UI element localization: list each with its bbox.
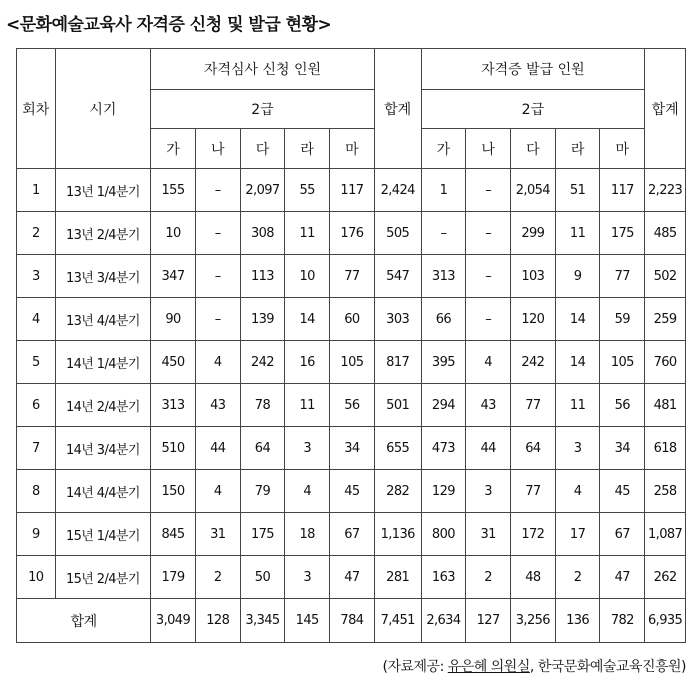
apply-cell: 242	[240, 341, 285, 384]
issue-cell: 136	[555, 599, 600, 643]
apply-cell: 139	[240, 298, 285, 341]
source-note	[383, 656, 686, 676]
issue-total-cell: 481	[645, 384, 686, 427]
apply-cell: 56	[330, 384, 375, 427]
issue-cell: 105	[600, 341, 645, 384]
issue-cell: 3	[555, 427, 600, 470]
subgrade-header: 다	[511, 129, 556, 169]
status-table	[16, 48, 686, 643]
header-issued: 자격증 발급 인원	[421, 49, 645, 90]
issue-cell: 800	[421, 513, 466, 556]
round-cell: 5	[17, 341, 56, 384]
period-cell: 14년 4/4분기	[55, 470, 151, 513]
header-issue-total: 합계	[645, 49, 686, 169]
issue-cell: 1	[421, 169, 466, 212]
apply-total-cell: 7,451	[374, 599, 421, 643]
period-cell: 14년 2/4분기	[55, 384, 151, 427]
apply-cell: 347	[151, 255, 196, 298]
issue-total-cell: 6,935	[645, 599, 686, 643]
issue-cell: –	[421, 212, 466, 255]
total-label: 합계	[17, 599, 151, 643]
apply-cell: 47	[330, 556, 375, 599]
issue-cell: 120	[511, 298, 556, 341]
header-applicants: 자격심사 신청 인원	[151, 49, 375, 90]
period-cell: 14년 1/4분기	[55, 341, 151, 384]
total-row	[17, 599, 686, 643]
apply-cell: 4	[195, 470, 240, 513]
apply-cell: 784	[330, 599, 375, 643]
issue-cell: 11	[555, 212, 600, 255]
apply-cell: 55	[285, 169, 330, 212]
table-row	[17, 513, 686, 556]
apply-cell: 308	[240, 212, 285, 255]
issue-total-cell: 760	[645, 341, 686, 384]
subgrade-header: 다	[240, 129, 285, 169]
apply-cell: 2,097	[240, 169, 285, 212]
table-row	[17, 298, 686, 341]
issue-cell: 44	[466, 427, 511, 470]
issue-cell: 117	[600, 169, 645, 212]
issue-total-cell: 259	[645, 298, 686, 341]
source-prefix: (자료제공:	[382, 659, 448, 675]
header-period: 시기	[55, 49, 151, 169]
apply-cell: 3,345	[240, 599, 285, 643]
apply-total-cell: 817	[374, 341, 421, 384]
apply-cell: 60	[330, 298, 375, 341]
subgrade-header: 나	[195, 129, 240, 169]
apply-cell: 175	[240, 513, 285, 556]
issue-cell: 64	[511, 427, 556, 470]
apply-cell: 45	[330, 470, 375, 513]
apply-cell: 79	[240, 470, 285, 513]
subgrade-header: 가	[421, 129, 466, 169]
issue-cell: 17	[555, 513, 600, 556]
apply-cell: –	[195, 255, 240, 298]
apply-cell: 11	[285, 384, 330, 427]
subgrade-header: 가	[151, 129, 196, 169]
apply-cell: 3,049	[151, 599, 196, 643]
issue-cell: 43	[466, 384, 511, 427]
issue-cell: 163	[421, 556, 466, 599]
issue-cell: 51	[555, 169, 600, 212]
subgrade-header: 라	[555, 129, 600, 169]
issue-cell: 31	[466, 513, 511, 556]
apply-cell: 31	[195, 513, 240, 556]
issue-cell: 77	[511, 470, 556, 513]
period-cell: 13년 3/4분기	[55, 255, 151, 298]
header-apply-grade: 2급	[151, 90, 375, 129]
issue-cell: 313	[421, 255, 466, 298]
apply-total-cell: 1,136	[374, 513, 421, 556]
issue-cell: 2	[466, 556, 511, 599]
issue-cell: 45	[600, 470, 645, 513]
issue-cell: 172	[511, 513, 556, 556]
period-cell: 13년 1/4분기	[55, 169, 151, 212]
table-row	[17, 470, 686, 513]
issue-total-cell: 1,087	[645, 513, 686, 556]
round-cell: 9	[17, 513, 56, 556]
apply-cell: 145	[285, 599, 330, 643]
table-row	[17, 255, 686, 298]
subgrade-header: 마	[600, 129, 645, 169]
period-cell: 13년 4/4분기	[55, 298, 151, 341]
subgrade-header: 마	[330, 129, 375, 169]
issue-cell: –	[466, 212, 511, 255]
issue-cell: 129	[421, 470, 466, 513]
table-row	[17, 556, 686, 599]
apply-cell: 10	[285, 255, 330, 298]
apply-cell: 64	[240, 427, 285, 470]
issue-cell: 103	[511, 255, 556, 298]
apply-total-cell: 547	[374, 255, 421, 298]
period-cell: 14년 3/4분기	[55, 427, 151, 470]
round-cell: 4	[17, 298, 56, 341]
apply-cell: 313	[151, 384, 196, 427]
apply-cell: 34	[330, 427, 375, 470]
apply-total-cell: 2,424	[374, 169, 421, 212]
apply-cell: 117	[330, 169, 375, 212]
period-cell: 15년 1/4분기	[55, 513, 151, 556]
apply-cell: 510	[151, 427, 196, 470]
apply-cell: 155	[151, 169, 196, 212]
apply-cell: 67	[330, 513, 375, 556]
header-apply-total: 합계	[374, 49, 421, 169]
apply-cell: 18	[285, 513, 330, 556]
round-cell: 8	[17, 470, 56, 513]
issue-cell: 2	[555, 556, 600, 599]
round-cell: 1	[17, 169, 56, 212]
subgrade-header: 라	[285, 129, 330, 169]
apply-cell: 11	[285, 212, 330, 255]
apply-cell: 176	[330, 212, 375, 255]
issue-cell: 782	[600, 599, 645, 643]
apply-cell: 113	[240, 255, 285, 298]
round-cell: 3	[17, 255, 56, 298]
apply-cell: 179	[151, 556, 196, 599]
header-issue-grade: 2급	[421, 90, 645, 129]
header-round: 회차	[17, 49, 56, 169]
apply-cell: 3	[285, 556, 330, 599]
apply-total-cell: 655	[374, 427, 421, 470]
issue-cell: 3	[466, 470, 511, 513]
apply-cell: 4	[195, 341, 240, 384]
issue-cell: 9	[555, 255, 600, 298]
issue-cell: 59	[600, 298, 645, 341]
apply-cell: 16	[285, 341, 330, 384]
apply-cell: 50	[240, 556, 285, 599]
apply-cell: 14	[285, 298, 330, 341]
issue-cell: 66	[421, 298, 466, 341]
round-cell: 10	[17, 556, 56, 599]
table-row	[17, 212, 686, 255]
issue-cell: 2,634	[421, 599, 466, 643]
round-cell: 7	[17, 427, 56, 470]
issue-total-cell: 2,223	[645, 169, 686, 212]
issue-cell: 77	[600, 255, 645, 298]
issue-cell: 14	[555, 341, 600, 384]
apply-cell: –	[195, 298, 240, 341]
subgrade-header: 나	[466, 129, 511, 169]
apply-total-cell: 281	[374, 556, 421, 599]
apply-total-cell: 505	[374, 212, 421, 255]
apply-cell: 2	[195, 556, 240, 599]
issue-cell: 242	[511, 341, 556, 384]
apply-cell: 150	[151, 470, 196, 513]
apply-cell: 3	[285, 427, 330, 470]
table-row	[17, 384, 686, 427]
apply-cell: 845	[151, 513, 196, 556]
apply-total-cell: 501	[374, 384, 421, 427]
issue-cell: 294	[421, 384, 466, 427]
table-row	[17, 341, 686, 384]
issue-cell: 4	[555, 470, 600, 513]
issue-cell: 47	[600, 556, 645, 599]
issue-cell: 67	[600, 513, 645, 556]
issue-total-cell: 618	[645, 427, 686, 470]
issue-cell: 4	[466, 341, 511, 384]
apply-cell: 44	[195, 427, 240, 470]
apply-total-cell: 303	[374, 298, 421, 341]
issue-cell: –	[466, 255, 511, 298]
issue-cell: 299	[511, 212, 556, 255]
apply-cell: 43	[195, 384, 240, 427]
round-cell: 2	[17, 212, 56, 255]
apply-cell: 77	[330, 255, 375, 298]
apply-cell: 128	[195, 599, 240, 643]
apply-cell: –	[195, 212, 240, 255]
source-office: 유은혜 의원실	[447, 659, 530, 675]
page-title: <문화예술교육사 자격증 신청 및 발급 현황>	[6, 15, 332, 35]
issue-total-cell: 502	[645, 255, 686, 298]
issue-cell: 395	[421, 341, 466, 384]
issue-cell: 175	[600, 212, 645, 255]
issue-cell: 473	[421, 427, 466, 470]
issue-cell: 3,256	[511, 599, 556, 643]
apply-cell: 10	[151, 212, 196, 255]
issue-cell: 14	[555, 298, 600, 341]
apply-cell: –	[195, 169, 240, 212]
issue-cell: –	[466, 169, 511, 212]
issue-total-cell: 485	[645, 212, 686, 255]
issue-cell: 34	[600, 427, 645, 470]
apply-cell: 450	[151, 341, 196, 384]
issue-cell: 11	[555, 384, 600, 427]
period-cell: 13년 2/4분기	[55, 212, 151, 255]
round-cell: 6	[17, 384, 56, 427]
issue-total-cell: 262	[645, 556, 686, 599]
apply-cell: 78	[240, 384, 285, 427]
issue-cell: –	[466, 298, 511, 341]
period-cell: 15년 2/4분기	[55, 556, 151, 599]
issue-cell: 127	[466, 599, 511, 643]
apply-cell: 90	[151, 298, 196, 341]
issue-cell: 2,054	[511, 169, 556, 212]
issue-cell: 56	[600, 384, 645, 427]
apply-total-cell: 282	[374, 470, 421, 513]
table-row	[17, 169, 686, 212]
apply-cell: 105	[330, 341, 375, 384]
table-row	[17, 427, 686, 470]
issue-total-cell: 258	[645, 470, 686, 513]
issue-cell: 77	[511, 384, 556, 427]
source-suffix: , 한국문화예술교육진흥원)	[529, 659, 686, 675]
apply-cell: 4	[285, 470, 330, 513]
issue-cell: 48	[511, 556, 556, 599]
